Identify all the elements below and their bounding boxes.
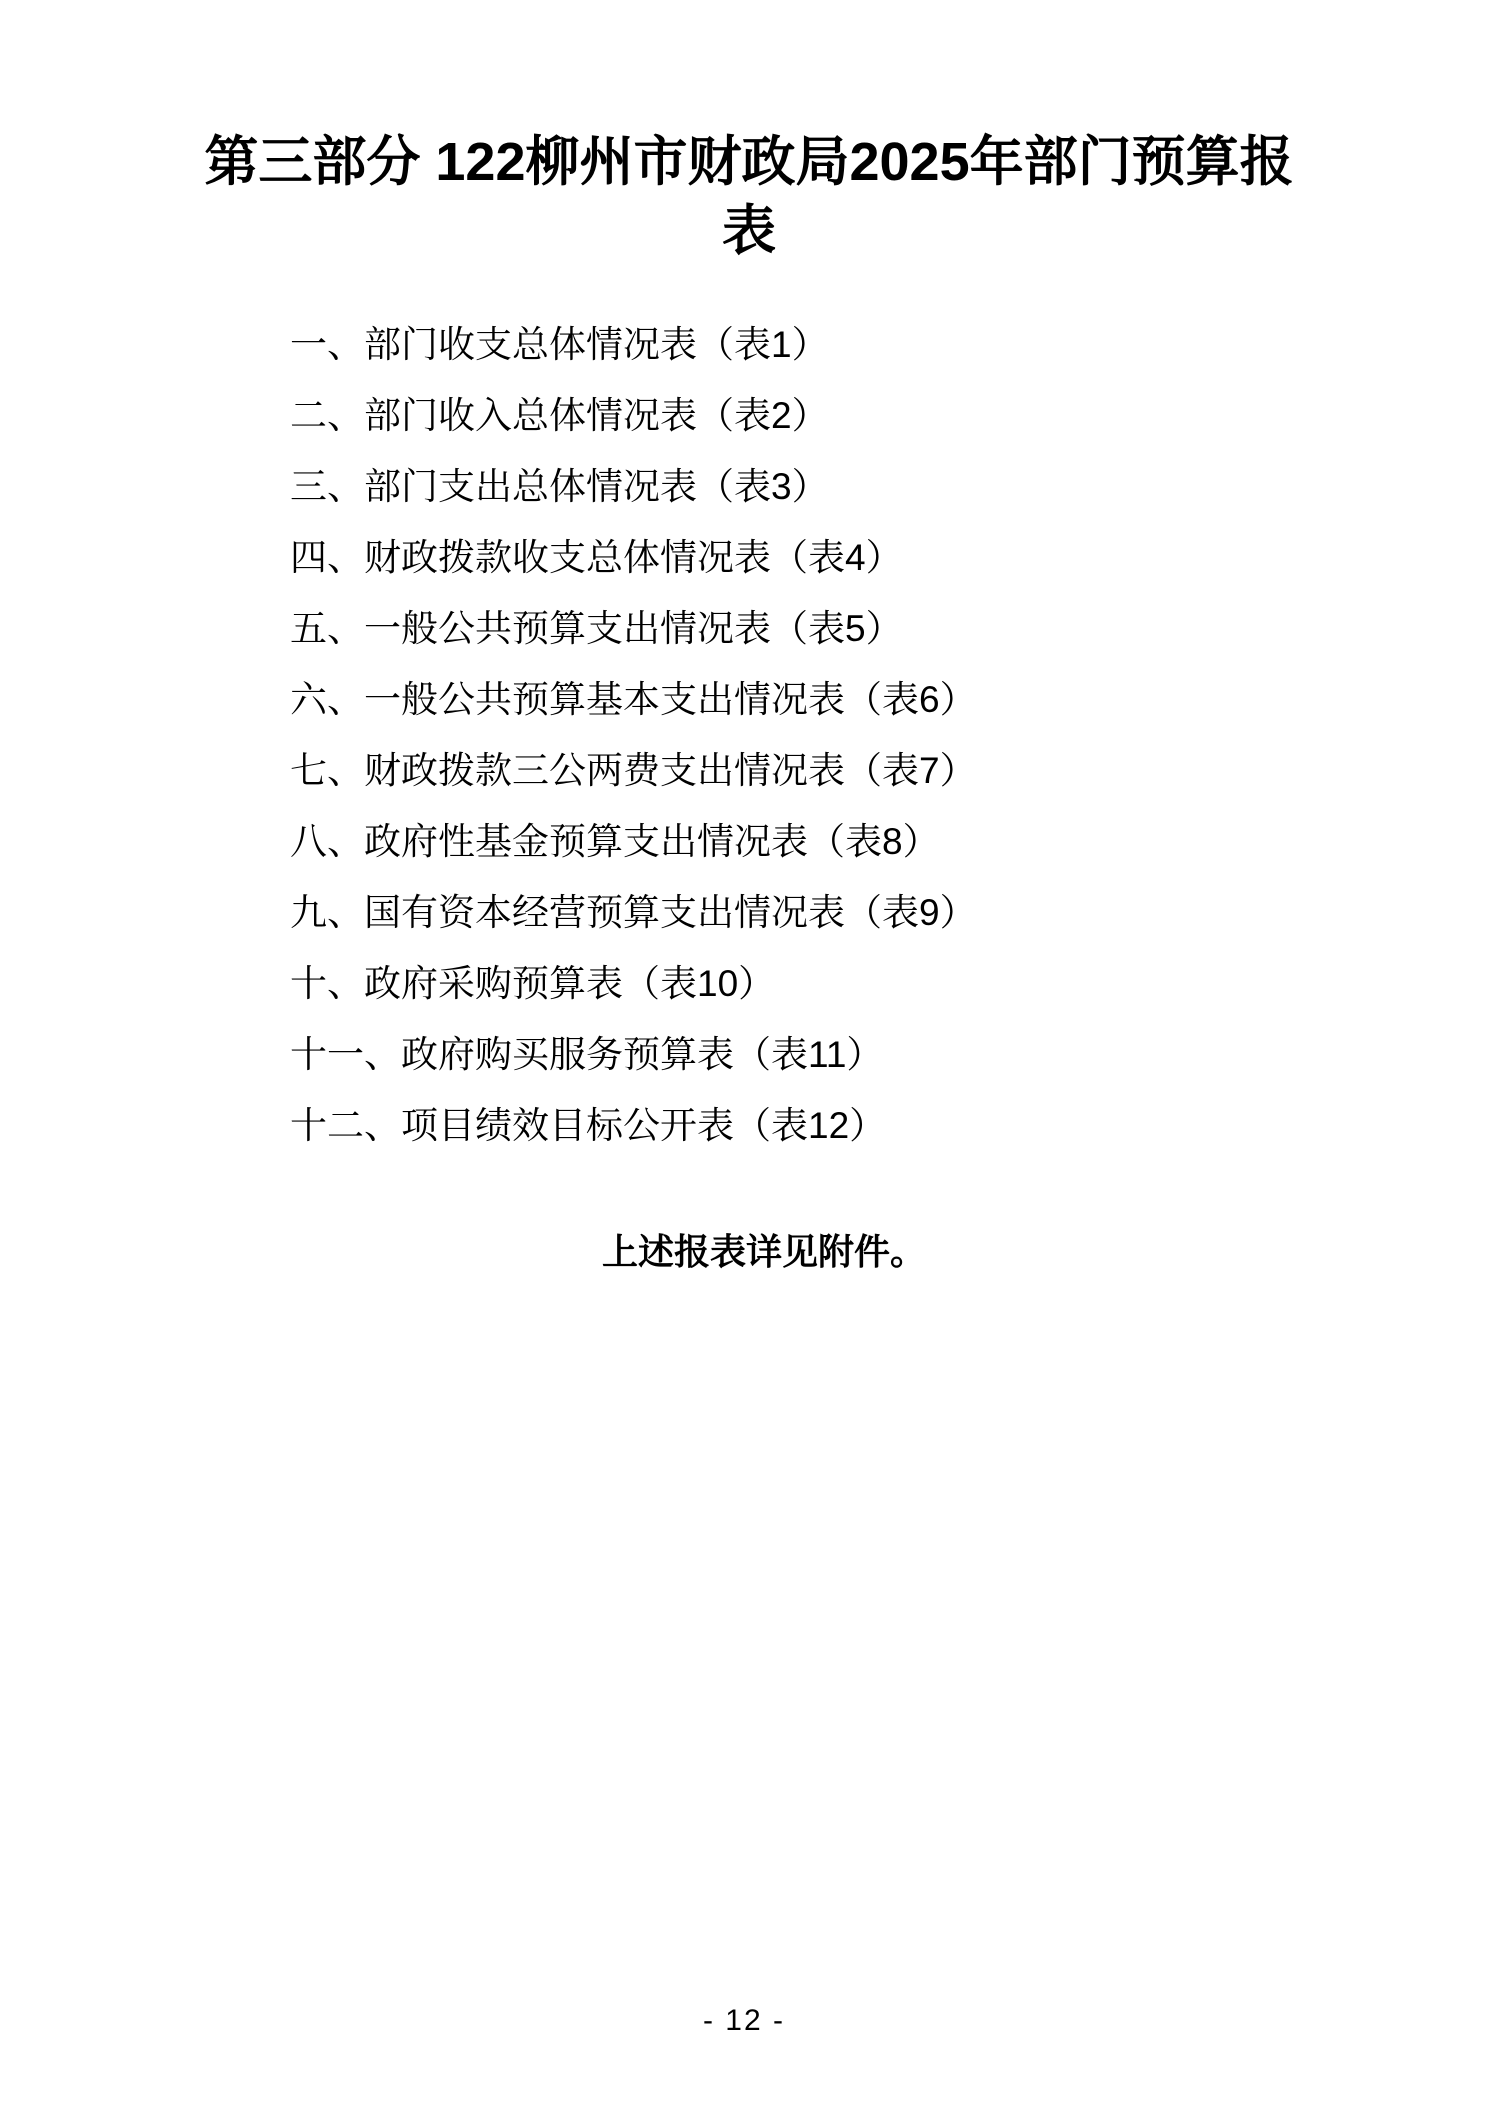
list-item: 五、一般公共预算支出情况表（表5）: [290, 608, 903, 650]
page-title: 第三部分 122柳州市财政局2025年部门预算报表: [204, 132, 1294, 262]
list-item: 一、部门收支总体情况表（表1）: [290, 324, 829, 366]
list-item: 十二、项目绩效目标公开表（表12）: [290, 1105, 887, 1147]
list-item: 四、财政拨款收支总体情况表（表4）: [290, 537, 903, 579]
attachment-note: 上述报表详见附件。: [601, 1231, 926, 1273]
list-item: 九、国有资本经营预算支出情况表（表9）: [290, 892, 977, 934]
list-item: 八、政府性基金预算支出情况表（表8）: [290, 821, 940, 863]
list-item: 二、部门收入总体情况表（表2）: [290, 395, 829, 437]
list-item: 十、政府采购预算表（表10）: [290, 963, 776, 1005]
list-item: 十一、政府购买服务预算表（表11）: [290, 1034, 884, 1076]
table-of-contents: [0, 266, 1488, 1147]
list-item: 三、部门支出总体情况表（表3）: [290, 466, 829, 508]
page-number: - 12 -: [702, 2004, 786, 2037]
list-item: 六、一般公共预算基本支出情况表（表6）: [290, 679, 977, 721]
list-item: 七、财政拨款三公两费支出情况表（表7）: [290, 750, 977, 792]
